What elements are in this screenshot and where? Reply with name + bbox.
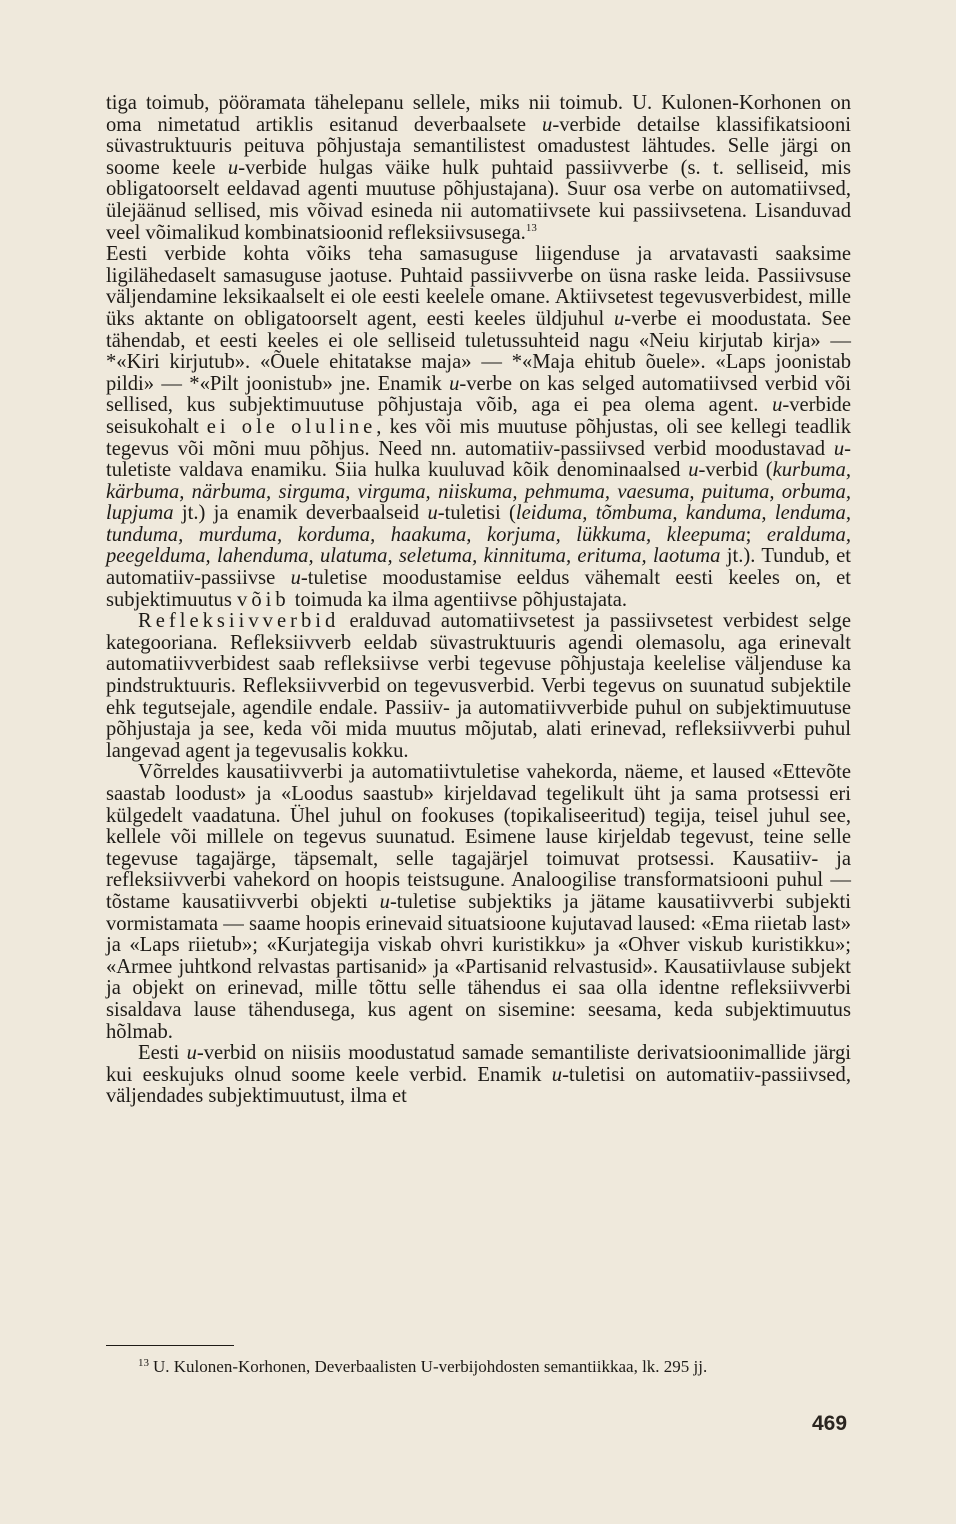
footnote: [106, 1353, 851, 1377]
page-number: 469: [812, 1412, 848, 1435]
paragraph-1: tiga toimub, pööramata tähelepanu sellele, miks nii toimub. U. Kulonen-Korhonen on oma nimetatud artiklis esitanud deverbaalsete u-verbide detailse klassifikatsiooni süvastruktuuris peituva põhjustaja semantilistest omadustest lähtudes. Selle järgi on soome keele u-verbide hulgas väike hulk puhtaid passiivverbe (s. t. selliseid, mis obligatoorselt eeldavad agenti muutuse põhjustajana). Suur osa verbe on automatiivsed, ülejäänud sellised, mis võivad esineda nii automatiivsete kui passiivsetena. Lisanduvad veel võimalikud kombinatsioonid refleksiivsusega.$^{13}$: [106, 92, 851, 244]
footnote-marker: 13: [138, 1357, 149, 1369]
paragraph-3: Refleksiivverbid eralduvad automatiivsetest ja passiivsetest verbidest selge kategooriana. Refleksiivverb eeldab süvastruktuuris agendi olemasolu, aga erinevalt automatiivverbidest saab refleksiivse verbi tegevuse põhjustaja keelelise väljenduse ka pindstruktuuris. Refleksiivverbid on tegevusverbid. Verbi tegevus on suunatud subjektile ehk tegutsejale, agendile endale. Passiiv- ja automatiivverbide puhul on subjektimuutuse põhjustaja ja see, keda või mida muutus mõjutab, alati erinevad, refleksiivverbi puhul langevad agent ja tegevusalis kokku.: [106, 610, 851, 762]
footnote-text: U. Kulonen-Korhonen, Deverbaalisten U-verbijohdosten semantiikkaa, lk. 295 jj.: [153, 1357, 708, 1376]
paragraph-4: Võrreldes kausatiivverbi ja automatiivtuletise vahekorda, näeme, et laused «Ettevõte saastab loodust» ja «Loodus saastub» kirjeldavad tegelikult üht ja sama protsessi eri külgedelt vaadatuna. Ühel juhul on fookuses (topikaliseeritud) tegija, teisel juhul see, kellele või millele on tegevus suunatud. Esimene lause kirjeldab tegevust, teine selle tegevuse tagajärge, täpsemalt, selle tagajärjel toimuvat protsessi. Kausatiiv- ja refleksiivverbi vahekord on hoopis teistsugune. Analoogilise transformatsiooni puhul — tõstame kausatiivverbi objekti u-tuletise subjektiks ja jätame kausatiivverbi subjekti vormistamata — saame hoopis erinevaid situatsioone kujutavad laused: «Ema riietab last» ja «Laps riietub»; «Kurjategija viskab ohvri kuristikku» ja «Ohver viskub kuristikku»; «Armee juhtkond relvastas partisanid» ja «Partisanid relvastusid». Kausatiivlause subjekt ja objekt on erinevad, mille tõttu selle tähendus ei saa olla identne refleksiivverbi sisaldava lause tähendusega, kus agent on sisemine: seesama, keda subjektimuutus hõlmab.: [106, 761, 851, 1043]
footnote-reference: 13: [525, 221, 537, 234]
paragraph-2: Eesti verbide kohta võiks teha samasuguse liigenduse ja arvatavasti saaksime ligilähedaselt samasuguse jaotuse. Puhtaid passiivverbe on üsna raske leida. Passiivsuse väljendamine leksikaalselt ei ole eesti keelele omane. Aktiivsetest tegevusverbidest, mille üks aktante on obligatoorselt agent, eesti keeles üldjuhul u-verbe ei moodustata. See tähendab, et eesti keeles ei ole selliseid tuletussuhteid nagu «Neiu kirjutab kirja» — *«Kiri kirjutub». «Õuele ehitatakse maja» — *«Maja ehitub õuele». «Laps joonistab pildi» — *«Pilt joonistub» jne. Enamik u-verbe on kas selged automatiivsed verbid või sellised, kus subjektimuutuse põhjustaja võib, aga ei pea olema agent. u-verbide seisukohalt ei ole oluline, kes või mis muutuse põhjustas, oli see kellegi teadlik tegevus või mõni muu põhjus. Need nn. automatiiv-passiivsed verbid moodustavad u-tuletiste valdava enamiku. Siia hulka kuuluvad kõik denominaalsed u-verbid (kurbuma, kärbuma, närbuma, sirguma, virguma, niiskuma, pehmuma, vaesuma, puituma, orbuma, lupjuma jt.) ja enamik deverbaalseid u-tuletisi (leiduma, tõmbuma, kanduma, lenduma, tunduma, murduma, korduma, haakuma, korjuma, lükkuma, kleepuma; eralduma, peegelduma, lahenduma, ulatuma, seletuma, kinnituma, erituma, laotuma jt.). Tundub, et automatiiv-passiivse u-tuletise moodustamise eeldus vähemalt eesti keeles on, et subjektimuutus võib toimuda ka ilma agentiivse põhjustajata.: [106, 243, 852, 611]
footnote-divider: [106, 1345, 234, 1346]
paragraph-5: Eesti u-verbid on niisiis moodustatud samade semantiliste derivatsioonimallide järgi kui eeskujuks olnud soome keele verbid. Enamik u-tuletisi on automatiiv-passiivsed, väljendades subjektimuutust, ilma et: [106, 1042, 851, 1108]
body-text: [106, 93, 851, 1108]
